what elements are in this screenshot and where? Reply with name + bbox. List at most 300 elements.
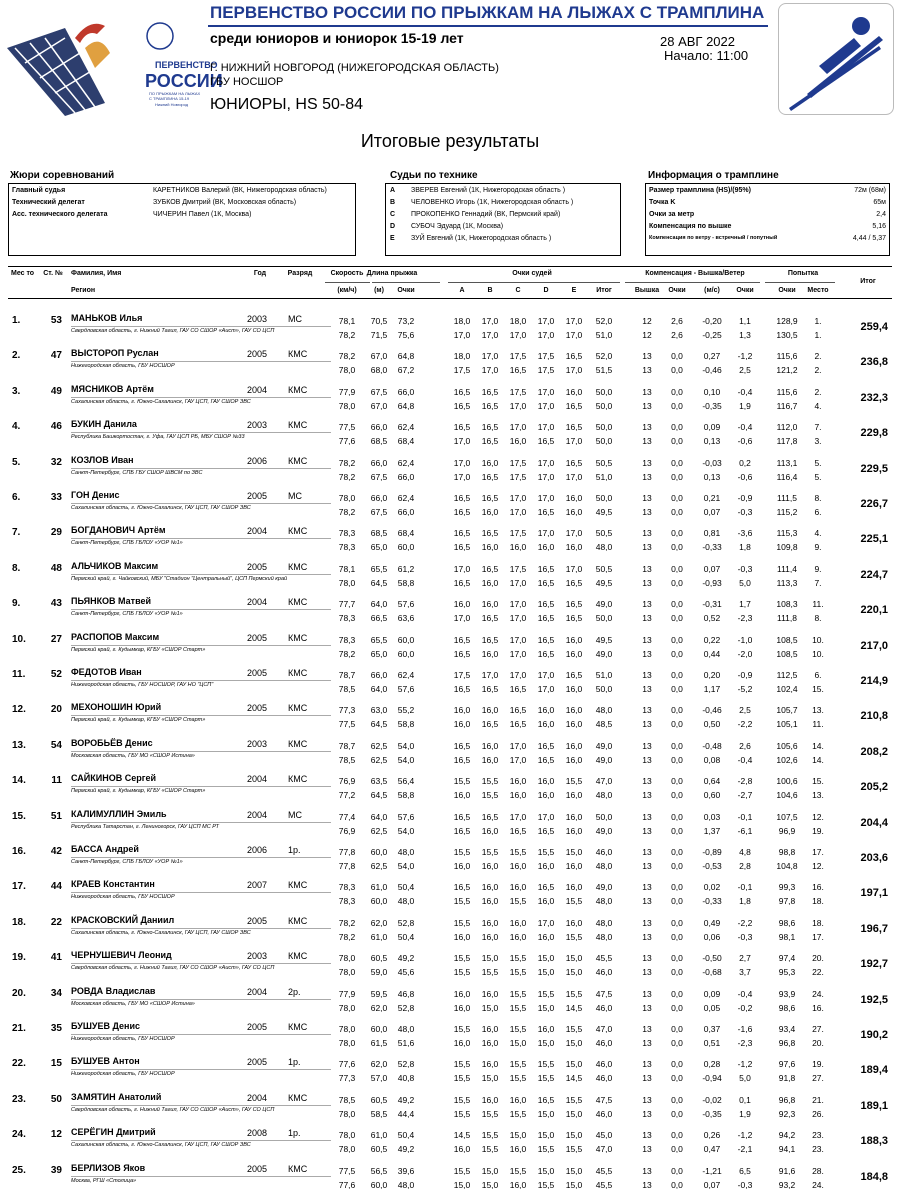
jump-dpts: 57,6	[397, 811, 415, 822]
jump-gpts: 0,0	[671, 953, 683, 964]
jump-sum: 48,0	[595, 861, 613, 871]
jump-gpts: 0,0	[671, 599, 683, 610]
jump-sum: 46,0	[595, 1073, 613, 1084]
jump-gpts: 0,0	[671, 917, 683, 928]
jump-dpts: 64,8	[397, 351, 415, 362]
jump-gpts: 0,0	[671, 931, 683, 942]
jump-a: 17,0	[453, 457, 471, 468]
logo-line1: ПЕРВЕНСТВО	[155, 60, 218, 70]
jump-rpts: 111,8	[776, 613, 797, 624]
athlete-name: КРАЕВ Константин	[71, 879, 155, 890]
jump-dpts: 52,8	[397, 917, 415, 928]
jump-rplace: 6.	[814, 670, 822, 680]
logo-line4: С ТРАМПЛИНА 15-19	[149, 96, 190, 101]
jump-e: 17,0	[565, 436, 583, 447]
judge-name: СУБОЧ Эдуард (1К, Москва)	[411, 223, 504, 230]
jump-a: 16,5	[453, 493, 471, 503]
jump-gpts: 0,0	[671, 1144, 683, 1155]
judge-letter: B	[390, 199, 396, 206]
jump-gpts: 0,0	[671, 1038, 683, 1048]
jump-wind: -0,68	[702, 967, 722, 978]
judge-name: ЗВЕРЕВ Евгений (1К, Нижегородская область )	[411, 187, 566, 194]
jump-rplace: 10.	[812, 634, 824, 645]
jump-b: 16,0	[481, 457, 499, 468]
jump-dpts: 50,4	[397, 882, 415, 893]
jump-gate: 13	[642, 493, 652, 503]
jump-e: 16,5	[565, 351, 583, 362]
jump-sum: 51,0	[595, 330, 613, 340]
jump-wind: -0,46	[702, 365, 722, 376]
jump-d: 16,0	[537, 931, 555, 942]
jump-c: 15,5	[509, 1165, 527, 1176]
jump-gate: 13	[642, 811, 652, 822]
bib: 29	[50, 527, 62, 539]
jump-dpts: 50,4	[397, 931, 415, 942]
jump-gpts: 0,0	[671, 365, 683, 376]
jump-dist: 59,5	[370, 988, 388, 999]
jump-wind: 0,37	[703, 1024, 721, 1034]
jump-d: 15,0	[537, 953, 555, 964]
jump-rpts: 105,1	[776, 719, 798, 730]
jump-gpts: 0,0	[671, 613, 683, 624]
jump-c: 15,5	[509, 1059, 527, 1070]
jump-speed: 77,4	[338, 811, 356, 822]
jump-wind: 0,28	[703, 1059, 721, 1070]
ski-jumping-pictogram	[778, 3, 894, 115]
jump-dist: 62,5	[370, 825, 388, 836]
jump-b: 16,5	[481, 493, 499, 503]
jump-d: 15,0	[537, 967, 555, 978]
jump-dpts: 66,0	[397, 507, 415, 517]
jump-speed: 78,5	[338, 684, 356, 694]
col-grade: Разряд	[287, 270, 313, 277]
jump-speed: 77,6	[338, 436, 356, 447]
jump-rplace: 17.	[812, 931, 824, 942]
birth-year: 2003	[247, 738, 268, 749]
jump-d: 15,5	[537, 1144, 555, 1155]
jump-wind: -0,25	[702, 330, 722, 340]
region: Нижегородская область, ГБУ НОСШОР	[71, 1071, 175, 1078]
region: Московская область, ГБУ МО «СШОР Истина»	[71, 752, 195, 759]
jump-sum: 50,0	[595, 422, 613, 433]
jump-wpts: 2,8	[739, 861, 751, 871]
jump-gate: 13	[642, 577, 652, 588]
jump-c: 17,5	[509, 563, 527, 574]
jump-sum: 49,0	[595, 754, 613, 765]
jump-sum: 50,0	[595, 613, 613, 624]
jump-d: 15,0	[537, 1002, 555, 1013]
jump-sum: 50,0	[595, 400, 613, 411]
rank: 7.	[12, 527, 21, 539]
jump-rpts: 111,5	[776, 493, 797, 503]
jump-rpts: 113,3	[776, 577, 798, 588]
jump-sum: 47,0	[595, 1144, 613, 1155]
jump-rpts: 98,6	[778, 917, 796, 928]
jump-speed: 78,3	[338, 528, 356, 539]
jump-wpts: 1,3	[739, 330, 751, 340]
jump-rpts: 105,7	[776, 705, 798, 716]
final-total: 208,2	[860, 745, 888, 758]
grade: МС	[288, 809, 302, 820]
jump-rplace: 18.	[812, 896, 824, 907]
jump-b: 16,0	[481, 705, 499, 716]
jump-a: 15,5	[453, 776, 471, 787]
jump-dist: 57,0	[370, 1073, 388, 1084]
col-speed: Скорость	[330, 270, 364, 277]
jump-dist: 62,5	[370, 861, 388, 871]
birth-year: 2005	[247, 491, 268, 501]
jump-e: 16,0	[565, 386, 583, 397]
jump-gate: 13	[642, 1130, 652, 1141]
grade: КМС	[288, 420, 308, 431]
jump-wpts: -0,3	[737, 1179, 753, 1190]
rank: 19.	[12, 952, 26, 964]
jump-speed: 78,0	[338, 1144, 356, 1155]
jump-wpts: -2,2	[737, 917, 753, 928]
jump-rpts: 97,8	[778, 896, 796, 907]
jump-sum: 52,0	[595, 316, 613, 326]
region: Свердловская область, г. Нижний Тагил, ГАУ СО СШОР «Аист», ГАУ СО ЦСП	[71, 965, 275, 972]
region: Свердловская область, г. Нижний Тагил, ГАУ СО СШОР «Аист», ГАУ СО ЦСП	[71, 328, 275, 334]
final-total: 229,5	[860, 462, 888, 475]
hill-value: 72м (68м)	[854, 187, 886, 194]
jump-d: 17,0	[537, 684, 555, 694]
jump-wind: -0,48	[702, 740, 722, 751]
jump-b: 16,0	[481, 825, 499, 836]
jump-wind: -0,35	[702, 1108, 722, 1119]
jump-gpts: 0,0	[671, 896, 683, 907]
bib: 11	[51, 775, 62, 787]
jump-speed: 77,2	[338, 790, 356, 801]
grade: 1р.	[288, 845, 301, 855]
jump-rplace: 27.	[812, 1073, 824, 1084]
jump-dist: 59,0	[370, 967, 388, 978]
rank: 20.	[12, 987, 26, 999]
grade: МС	[288, 491, 302, 501]
jump-d: 16,5	[537, 1094, 555, 1105]
jump-gate: 13	[642, 1144, 652, 1155]
jump-dpts: 46,8	[397, 988, 415, 999]
region: Санкт-Петербург, СПБ ГБУ СШОР ШВСМ по ЗВС	[71, 469, 203, 476]
jury-role: Технический делегат	[12, 199, 85, 206]
region: Санкт-Петербург, СПБ ГБЛОУ «УОР №1»	[71, 611, 183, 618]
jump-a: 16,5	[453, 542, 471, 553]
birth-year: 2005	[247, 1163, 268, 1174]
birth-year: 2004	[247, 597, 268, 608]
jump-b: 16,5	[481, 422, 499, 433]
jump-wpts: -0,1	[737, 811, 753, 822]
jump-rplace: 8.	[814, 493, 822, 503]
jump-b: 17,0	[481, 365, 499, 376]
jump-gate: 13	[642, 847, 652, 857]
jump-a: 16,5	[453, 740, 471, 751]
jump-c: 16,5	[509, 365, 527, 376]
jump-wpts: -0,9	[737, 670, 753, 680]
birth-year: 2007	[247, 880, 268, 891]
jump-c: 16,0	[509, 436, 527, 447]
jump-c: 17,0	[509, 422, 527, 433]
jump-c: 17,0	[509, 670, 527, 680]
jump-wpts: 5,0	[739, 577, 751, 588]
jump-wind: 0,05	[703, 1002, 721, 1013]
jump-rplace: 27.	[812, 1024, 824, 1034]
athlete-name: БОГДАНОВИЧ Артём	[71, 525, 166, 536]
region: Республика Татарстан, г. Лениногорск, ГАУ ЦСП МС РТ	[71, 823, 219, 830]
jump-wind: 0,13	[703, 471, 721, 482]
jump-b: 15,0	[481, 1002, 499, 1013]
jump-d: 15,0	[537, 1130, 555, 1141]
jump-b: 16,5	[481, 471, 499, 482]
bib: 34	[50, 987, 62, 999]
region: Нижегородская область, ГБУ НОСШОР	[71, 1036, 175, 1042]
rank: 13.	[12, 739, 26, 751]
jump-c: 18,0	[509, 316, 527, 326]
jump-rpts: 130,5	[776, 330, 798, 340]
jump-dpts: 54,0	[397, 825, 415, 836]
jump-dpts: 75,6	[397, 330, 415, 340]
jump-rpts: 93,2	[778, 1179, 796, 1190]
jump-a: 15,5	[453, 847, 471, 857]
jump-rpts: 97,6	[778, 1059, 796, 1070]
jump-rpts: 108,5	[776, 634, 798, 645]
jump-wpts: -2,3	[737, 613, 753, 624]
jump-rpts: 97,4	[778, 953, 796, 964]
jump-gpts: 0,0	[671, 1165, 683, 1176]
jump-wind: -0,33	[702, 896, 722, 907]
jump-speed: 78,2	[338, 917, 356, 928]
final-total: 188,3	[860, 1135, 888, 1148]
jump-gate: 13	[642, 351, 652, 362]
rank: 17.	[12, 881, 26, 893]
jump-sum: 51,0	[595, 471, 613, 482]
jump-dist: 67,0	[370, 351, 388, 362]
jump-sum: 50,0	[595, 684, 613, 694]
jump-speed: 78,1	[338, 563, 356, 574]
jump-a: 16,5	[453, 400, 471, 411]
grade: КМС	[288, 880, 308, 891]
jump-e: 15,5	[565, 988, 583, 999]
jump-sum: 47,5	[595, 1094, 613, 1105]
jump-gate: 13	[642, 740, 652, 751]
jump-gate: 12	[642, 316, 652, 326]
jump-c: 17,0	[509, 754, 527, 765]
jump-d: 16,5	[537, 599, 555, 610]
jump-d: 16,0	[537, 719, 555, 730]
jump-rplace: 14.	[812, 754, 824, 765]
jump-a: 16,0	[453, 931, 471, 942]
jump-dpts: 54,0	[397, 740, 415, 751]
jump-a: 15,5	[453, 1094, 471, 1105]
jump-b: 16,0	[481, 861, 499, 871]
jump-c: 15,0	[509, 1038, 527, 1048]
birth-year: 2004	[247, 774, 268, 785]
jump-wind: -0,50	[702, 953, 722, 964]
jump-dist: 63,0	[370, 705, 388, 716]
event-title: ПЕРВЕНСТВО РОССИИ ПО ПРЫЖКАМ НА ЛЫЖАХ С ТРАМПЛИНА	[210, 3, 765, 22]
jump-wind: 0,49	[703, 917, 721, 928]
jump-e: 16,5	[565, 400, 583, 411]
jump-e: 15,0	[565, 1108, 583, 1119]
jump-wpts: 0,2	[739, 457, 751, 468]
jump-rplace: 4.	[814, 528, 822, 539]
jump-gate: 13	[642, 563, 652, 574]
jump-b: 16,5	[481, 400, 499, 411]
birth-year: 2005	[247, 1022, 268, 1032]
jump-gate: 13	[642, 896, 652, 907]
jump-dpts: 67,2	[397, 365, 415, 376]
jump-b: 16,0	[481, 740, 499, 751]
event-subtitle: среди юниоров и юниорок 15-19 лет	[210, 30, 464, 46]
jump-a: 16,5	[453, 634, 471, 645]
jump-d: 16,5	[537, 648, 555, 659]
jump-dpts: 48,0	[397, 1024, 415, 1034]
jump-dist: 61,5	[370, 1038, 388, 1048]
jump-a: 15,5	[453, 967, 471, 978]
jump-gate: 13	[642, 599, 652, 610]
jump-c: 15,5	[509, 1073, 527, 1084]
jump-b: 16,0	[481, 931, 499, 942]
jump-speed: 77,8	[338, 861, 356, 871]
jump-wind: 0,81	[703, 528, 721, 539]
jump-rpts: 98,1	[778, 931, 796, 942]
jump-d: 15,0	[537, 1038, 555, 1048]
athlete-name: ЧЕРНУШЕВИЧ Леонид	[71, 950, 172, 961]
jump-dist: 68,5	[370, 436, 388, 447]
birth-year: 2006	[247, 455, 268, 466]
jump-speed: 78,2	[338, 471, 356, 482]
jump-b: 16,0	[481, 988, 499, 999]
rank: 21.	[12, 1023, 26, 1034]
jump-c: 16,0	[509, 790, 527, 801]
ski-jumper-logo-icon	[5, 8, 223, 118]
jump-dist: 65,5	[370, 563, 388, 574]
jump-wpts: 1,1	[739, 316, 751, 326]
judge-name: ЗУЙ Евгений (1К, Нижегородская область )	[411, 235, 552, 242]
col-judge-c: C	[515, 287, 521, 294]
jump-c: 16,0	[509, 931, 527, 942]
jump-dpts: 57,6	[397, 684, 415, 694]
jump-wpts: -1,2	[737, 1059, 753, 1070]
jump-speed: 77,5	[338, 1165, 356, 1176]
jump-dist: 65,0	[370, 648, 388, 659]
jump-dpts: 56,4	[397, 776, 415, 787]
jump-sum: 45,0	[595, 1130, 613, 1141]
jump-wind: 1,37	[703, 825, 721, 836]
jump-gate: 13	[642, 719, 652, 730]
final-total: 232,3	[860, 391, 888, 404]
jump-d: 16,0	[537, 790, 555, 801]
birth-year: 2004	[247, 809, 268, 820]
jump-wpts: -3,6	[737, 528, 753, 539]
jump-rplace: 19.	[812, 1059, 824, 1070]
jump-speed: 77,9	[338, 988, 356, 999]
athlete-name: МЕХОНОШИН Юрий	[71, 702, 162, 713]
jump-rplace: 13.	[812, 705, 824, 716]
athlete-name: ПЬЯНКОВ Матвей	[71, 596, 152, 607]
jump-a: 15,5	[453, 1108, 471, 1119]
jump-b: 16,5	[481, 684, 499, 694]
jump-e: 16,0	[565, 507, 583, 517]
jump-gpts: 0,0	[671, 577, 683, 588]
jump-dpts: 52,8	[397, 1002, 415, 1013]
jump-gpts: 0,0	[671, 825, 683, 836]
jump-e: 15,5	[565, 776, 583, 787]
jump-gate: 13	[642, 634, 652, 645]
jump-b: 17,0	[481, 670, 499, 680]
jump-a: 15,5	[453, 1059, 471, 1070]
jump-e: 16,0	[565, 754, 583, 765]
jump-speed: 78,0	[338, 1024, 356, 1034]
jump-wpts: -2,0	[737, 648, 753, 659]
jury-role: Главный судья	[12, 187, 66, 194]
region: Сахалинская область, г. Южно-Сахалинск, ГАУ ЦСП, ГАУ СШОР ЗВС	[71, 1142, 251, 1149]
jump-c: 16,0	[509, 542, 527, 553]
bib: 51	[50, 810, 62, 822]
grade: КМС	[288, 774, 308, 785]
bib: 52	[50, 669, 62, 680]
final-total: 229,8	[860, 427, 888, 440]
jump-c: 16,0	[509, 1094, 527, 1105]
jump-a: 16,5	[453, 754, 471, 765]
jump-e: 14,5	[565, 1073, 583, 1084]
final-total: 192,5	[860, 993, 888, 1006]
jump-sum: 46,0	[595, 967, 613, 978]
bib: 50	[50, 1093, 62, 1105]
jump-d: 16,5	[537, 634, 555, 645]
bib: 42	[50, 846, 62, 857]
title-underline	[208, 25, 768, 27]
jump-a: 16,0	[453, 1002, 471, 1013]
rank: 15.	[12, 810, 26, 822]
jump-dpts: 66,0	[397, 471, 415, 482]
col-region: Регион	[71, 287, 96, 294]
bib: 15	[50, 1058, 62, 1070]
rank: 24.	[12, 1129, 26, 1141]
jump-e: 15,5	[565, 1024, 583, 1034]
jump-dist: 66,0	[370, 493, 388, 503]
jump-d: 16,0	[537, 896, 555, 907]
jump-wind: 0,09	[703, 422, 721, 433]
jump-b: 16,5	[481, 528, 499, 539]
jump-a: 17,5	[453, 670, 471, 680]
jump-speed: 78,0	[338, 400, 356, 411]
jump-speed: 78,7	[338, 740, 356, 751]
jump-gate: 13	[642, 528, 652, 539]
athlete-name: СЕРЁГИН Дмитрий	[71, 1127, 156, 1138]
jump-wind: -0,89	[702, 847, 722, 857]
jump-c: 16,0	[509, 882, 527, 893]
jump-a: 16,5	[453, 528, 471, 539]
jump-b: 16,0	[481, 917, 499, 928]
jump-rpts: 94,2	[778, 1130, 796, 1141]
col-dist: Длина прыжка	[366, 270, 418, 277]
jump-speed: 77,6	[338, 1059, 356, 1070]
jump-rplace: 24.	[812, 988, 824, 999]
jump-dpts: 39,6	[397, 1165, 415, 1176]
jump-c: 17,0	[509, 577, 527, 588]
jump-rplace: 13.	[812, 790, 824, 801]
jump-a: 16,0	[453, 988, 471, 999]
athlete-name: РОВДА Владислав	[71, 985, 156, 996]
bib: 39	[50, 1164, 62, 1176]
jump-dpts: 54,0	[397, 861, 415, 871]
jump-d: 15,0	[537, 1165, 555, 1176]
jump-wpts: 3,7	[739, 967, 751, 978]
jump-e: 16,0	[565, 825, 583, 836]
jump-e: 16,0	[565, 705, 583, 716]
athlete-name: КРАСКОВСКИЙ Даниил	[71, 914, 175, 925]
jump-rpts: 112,0	[776, 422, 798, 433]
